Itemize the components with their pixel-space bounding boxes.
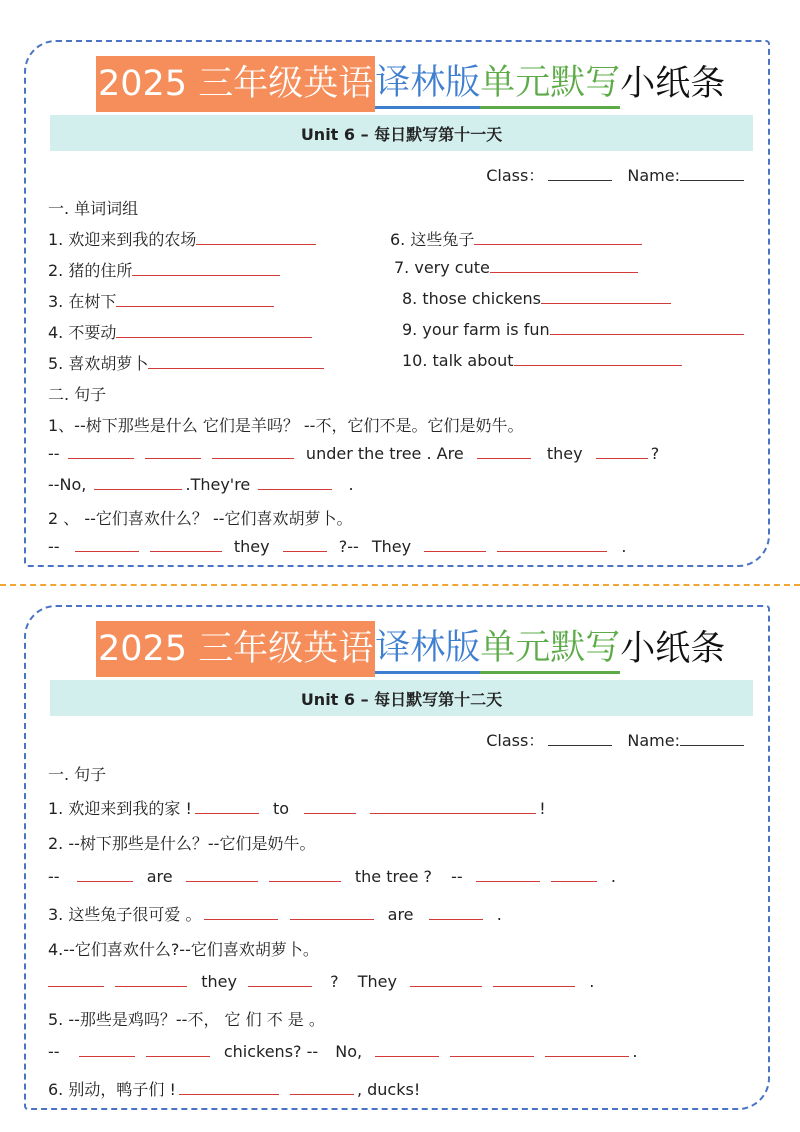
sentence-prompt: 4.--它们喜欢什么?--它们喜欢胡萝卜。 <box>48 940 319 959</box>
title-part-edition: 译林版 <box>375 60 480 109</box>
answer-blank[interactable] <box>196 243 316 245</box>
answer-blank[interactable] <box>146 1055 210 1057</box>
answer-blank[interactable] <box>290 1093 354 1095</box>
class-label: Class： <box>486 166 545 185</box>
vocab-item: 7. very cute <box>394 258 641 277</box>
title-part-slip: 小纸条 <box>620 64 726 104</box>
answer-blank[interactable] <box>370 812 536 814</box>
section-heading-sentences: 二. 句子 <box>48 385 107 404</box>
name-blank[interactable] <box>680 744 744 746</box>
class-blank[interactable] <box>548 179 612 181</box>
class-blank[interactable] <box>548 744 612 746</box>
sentence-prompt: 2 、 --它们喜欢什么？ --它们喜欢胡萝卜。 <box>48 509 353 528</box>
sentence-prompt: 1、--树下那些是什么 它们是羊吗？ --不，它们不是。它们是奶牛。 <box>48 416 524 435</box>
answer-blank[interactable] <box>116 336 312 338</box>
answer-blank[interactable] <box>132 274 280 276</box>
answer-blank[interactable] <box>450 1055 534 1057</box>
answer-blank[interactable] <box>94 488 182 490</box>
title-part-year: 2025 三年级英语 <box>96 56 375 112</box>
section-heading-sentences: 一. 句子 <box>48 765 107 784</box>
answer-blank[interactable] <box>424 550 486 552</box>
class-name-row <box>486 163 748 186</box>
answer-blank[interactable] <box>596 457 648 459</box>
answer-blank[interactable] <box>304 812 356 814</box>
title-part-dictation: 单元默写 <box>480 60 620 109</box>
vocab-item: 3. 在树下 <box>48 289 277 312</box>
answer-blank[interactable] <box>477 457 531 459</box>
name-label: Name: <box>627 731 680 750</box>
vocab-item: 8. those chickens <box>402 289 674 308</box>
answer-blank[interactable] <box>429 918 483 920</box>
sentence-answer-row: -- are the tree ? -- . <box>48 867 617 886</box>
sentence-answer-row: 6. 别动，鸭子们 ! , ducks! <box>48 1080 421 1099</box>
title-part-slip: 小纸条 <box>620 629 726 669</box>
class-name-row <box>486 728 748 751</box>
vocab-item: 1. 欢迎来到我的农场 <box>48 227 319 250</box>
sentence-prompt: 5. --那些是鸡吗？--不， 它 们 不 是 。 <box>48 1010 325 1029</box>
answer-blank[interactable] <box>490 271 638 273</box>
sentence-answer-row: --No, .They're . <box>48 475 354 494</box>
answer-blank[interactable] <box>150 550 222 552</box>
title-part-year: 2025 三年级英语 <box>96 621 375 677</box>
answer-blank[interactable] <box>269 880 341 882</box>
vocab-item: 4. 不要动 <box>48 320 315 343</box>
sentence-answer-row: 1. 欢迎来到我的家 ! to ! <box>48 799 546 818</box>
worksheet-card-day-12 <box>24 605 770 1110</box>
title-part-dictation: 单元默写 <box>480 625 620 674</box>
answer-blank[interactable] <box>179 1093 279 1095</box>
answer-blank[interactable] <box>258 488 332 490</box>
vocab-item: 5. 喜欢胡萝卜 <box>48 351 327 374</box>
answer-blank[interactable] <box>541 302 671 304</box>
answer-blank[interactable] <box>514 364 682 366</box>
name-blank[interactable] <box>680 179 744 181</box>
answer-blank[interactable] <box>68 457 134 459</box>
answer-blank[interactable] <box>550 333 744 335</box>
answer-blank[interactable] <box>115 985 187 987</box>
answer-blank[interactable] <box>283 550 327 552</box>
answer-blank[interactable] <box>48 985 104 987</box>
answer-blank[interactable] <box>145 457 201 459</box>
answer-blank[interactable] <box>410 985 482 987</box>
worksheet-title <box>96 621 725 677</box>
answer-blank[interactable] <box>204 918 278 920</box>
vocab-item: 9. your farm is fun <box>402 320 747 339</box>
vocab-item: 6. 这些兔子 <box>390 227 645 250</box>
name-label: Name: <box>627 166 680 185</box>
sentence-answer-row: -- chickens? -- No, . <box>48 1042 638 1061</box>
answer-blank[interactable] <box>116 305 274 307</box>
answer-blank[interactable] <box>75 550 139 552</box>
answer-blank[interactable] <box>212 457 294 459</box>
answer-blank[interactable] <box>545 1055 629 1057</box>
cut-line-divider <box>0 584 800 586</box>
worksheet-card-day-11 <box>24 40 770 567</box>
answer-blank[interactable] <box>476 880 540 882</box>
sentence-answer-row: -- under the tree . Are they ? <box>48 444 660 463</box>
vocab-item: 2. 猪的住所 <box>48 258 283 281</box>
worksheet-title <box>96 56 725 112</box>
answer-blank[interactable] <box>248 985 312 987</box>
sentence-answer-row: they ? They . <box>48 972 594 991</box>
answer-blank[interactable] <box>79 1055 135 1057</box>
class-label: Class： <box>486 731 545 750</box>
answer-blank[interactable] <box>195 812 259 814</box>
unit-bar: Unit 6 – 每日默写第十一天 <box>50 115 753 151</box>
answer-blank[interactable] <box>497 550 607 552</box>
section-heading-vocab: 一. 单词词组 <box>48 199 139 218</box>
sentence-answer-row: 3. 这些兔子很可爱 。 are . <box>48 905 502 924</box>
sentence-prompt: 2. --树下那些是什么？--它们是奶牛。 <box>48 834 316 853</box>
answer-blank[interactable] <box>474 243 642 245</box>
answer-blank[interactable] <box>551 880 597 882</box>
unit-bar: Unit 6 – 每日默写第十二天 <box>50 680 753 716</box>
title-part-edition: 译林版 <box>375 625 480 674</box>
vocab-item: 10. talk about <box>402 351 685 370</box>
answer-blank[interactable] <box>148 367 324 369</box>
answer-blank[interactable] <box>290 918 374 920</box>
answer-blank[interactable] <box>186 880 258 882</box>
answer-blank[interactable] <box>375 1055 439 1057</box>
answer-blank[interactable] <box>493 985 575 987</box>
sentence-answer-row: -- they ?-- They . <box>48 537 627 556</box>
answer-blank[interactable] <box>77 880 133 882</box>
